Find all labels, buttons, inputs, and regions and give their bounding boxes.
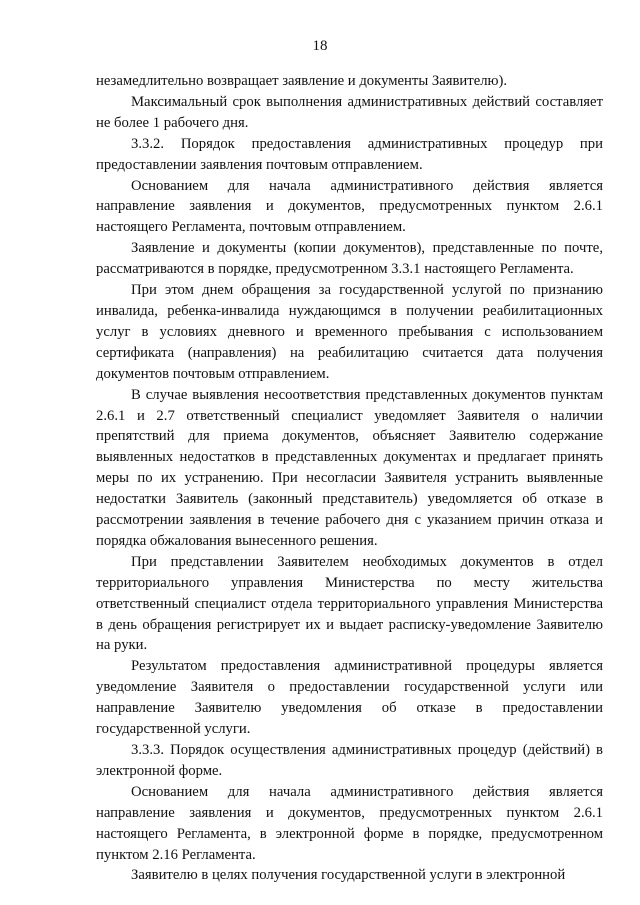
document-body [96, 71, 603, 886]
paragraph: В случае выявления несоответствия представленных документов пунктам 2.6.1 и 2.7 ответственный специалист уведомляет Заявителя о наличии препятствий для приема документов, объясняет Заявителю содержание выявленных недостатков в представленных документах и предлагает принять меры по их устранению. При несогласии Заявителя устранить выявленные недостатки Заявитель (законный представитель) уведомляется об отказе в рассмотрении заявления в течение рабочего дня с указанием причин отказа и порядка обжалования вынесенного решения. [96, 386, 603, 549]
paragraph: Максимальный срок выполнения административных действий составляет не более 1 рабочего дня. [96, 93, 603, 131]
paragraph: При представлении Заявителем необходимых документов в отдел территориального управления Министерства по месту жительства ответственный специалист отдела территориального управления Министерства в день обращения регистрирует их и выдает расписку-уведомление Заявителю на руки. [96, 553, 603, 654]
paragraph: Заявителю в целях получения государственной услуги в электронной [131, 867, 566, 884]
section-heading: 3.3.2. Порядок предоставления административных процедур при предоставлении заявления почтовым отправлением. [96, 135, 603, 173]
section-heading: 3.3.3. Порядок осуществления административных процедур (действий) в электронной форме. [96, 742, 603, 779]
paragraph: незамедлительно возвращает заявление и документы Заявителю). [96, 73, 508, 89]
paragraph: Основанием для начала административного действия является направление заявления и документов, предусмотренных пунктом 2.6.1 настоящего Регламента, почтовым отправлением. [96, 177, 603, 236]
paragraph: Результатом предоставления административной процедуры является уведомление Заявителя о предоставлении государственной услуги или направление Заявителю уведомления об отказе в предоставлении государственной услуги. [96, 658, 603, 738]
paragraph: При этом днем обращения за государственной услугой по признанию инвалида, ребенка-инвалида нуждающимся в получении реабилитационных услуг в условиях дневного и временного пребывания с использованием сертификата (направления) на реабилитацию считается дата получения документов почтовым отправлением. [96, 282, 603, 382]
page-number: 18 [312, 38, 328, 54]
paragraph: Заявление и документы (копии документов), представленные по почте, рассматриваются в порядке, предусмотренном 3.3.1 настоящего Регламента. [96, 240, 603, 278]
paragraph: Основанием для начала административного действия является направление заявления и документов, предусмотренных пунктом 2.6.1 настоящего Регламента, в электронной форме в порядке, предусмотренном пунктом 2.16 Регламента. [96, 783, 603, 863]
